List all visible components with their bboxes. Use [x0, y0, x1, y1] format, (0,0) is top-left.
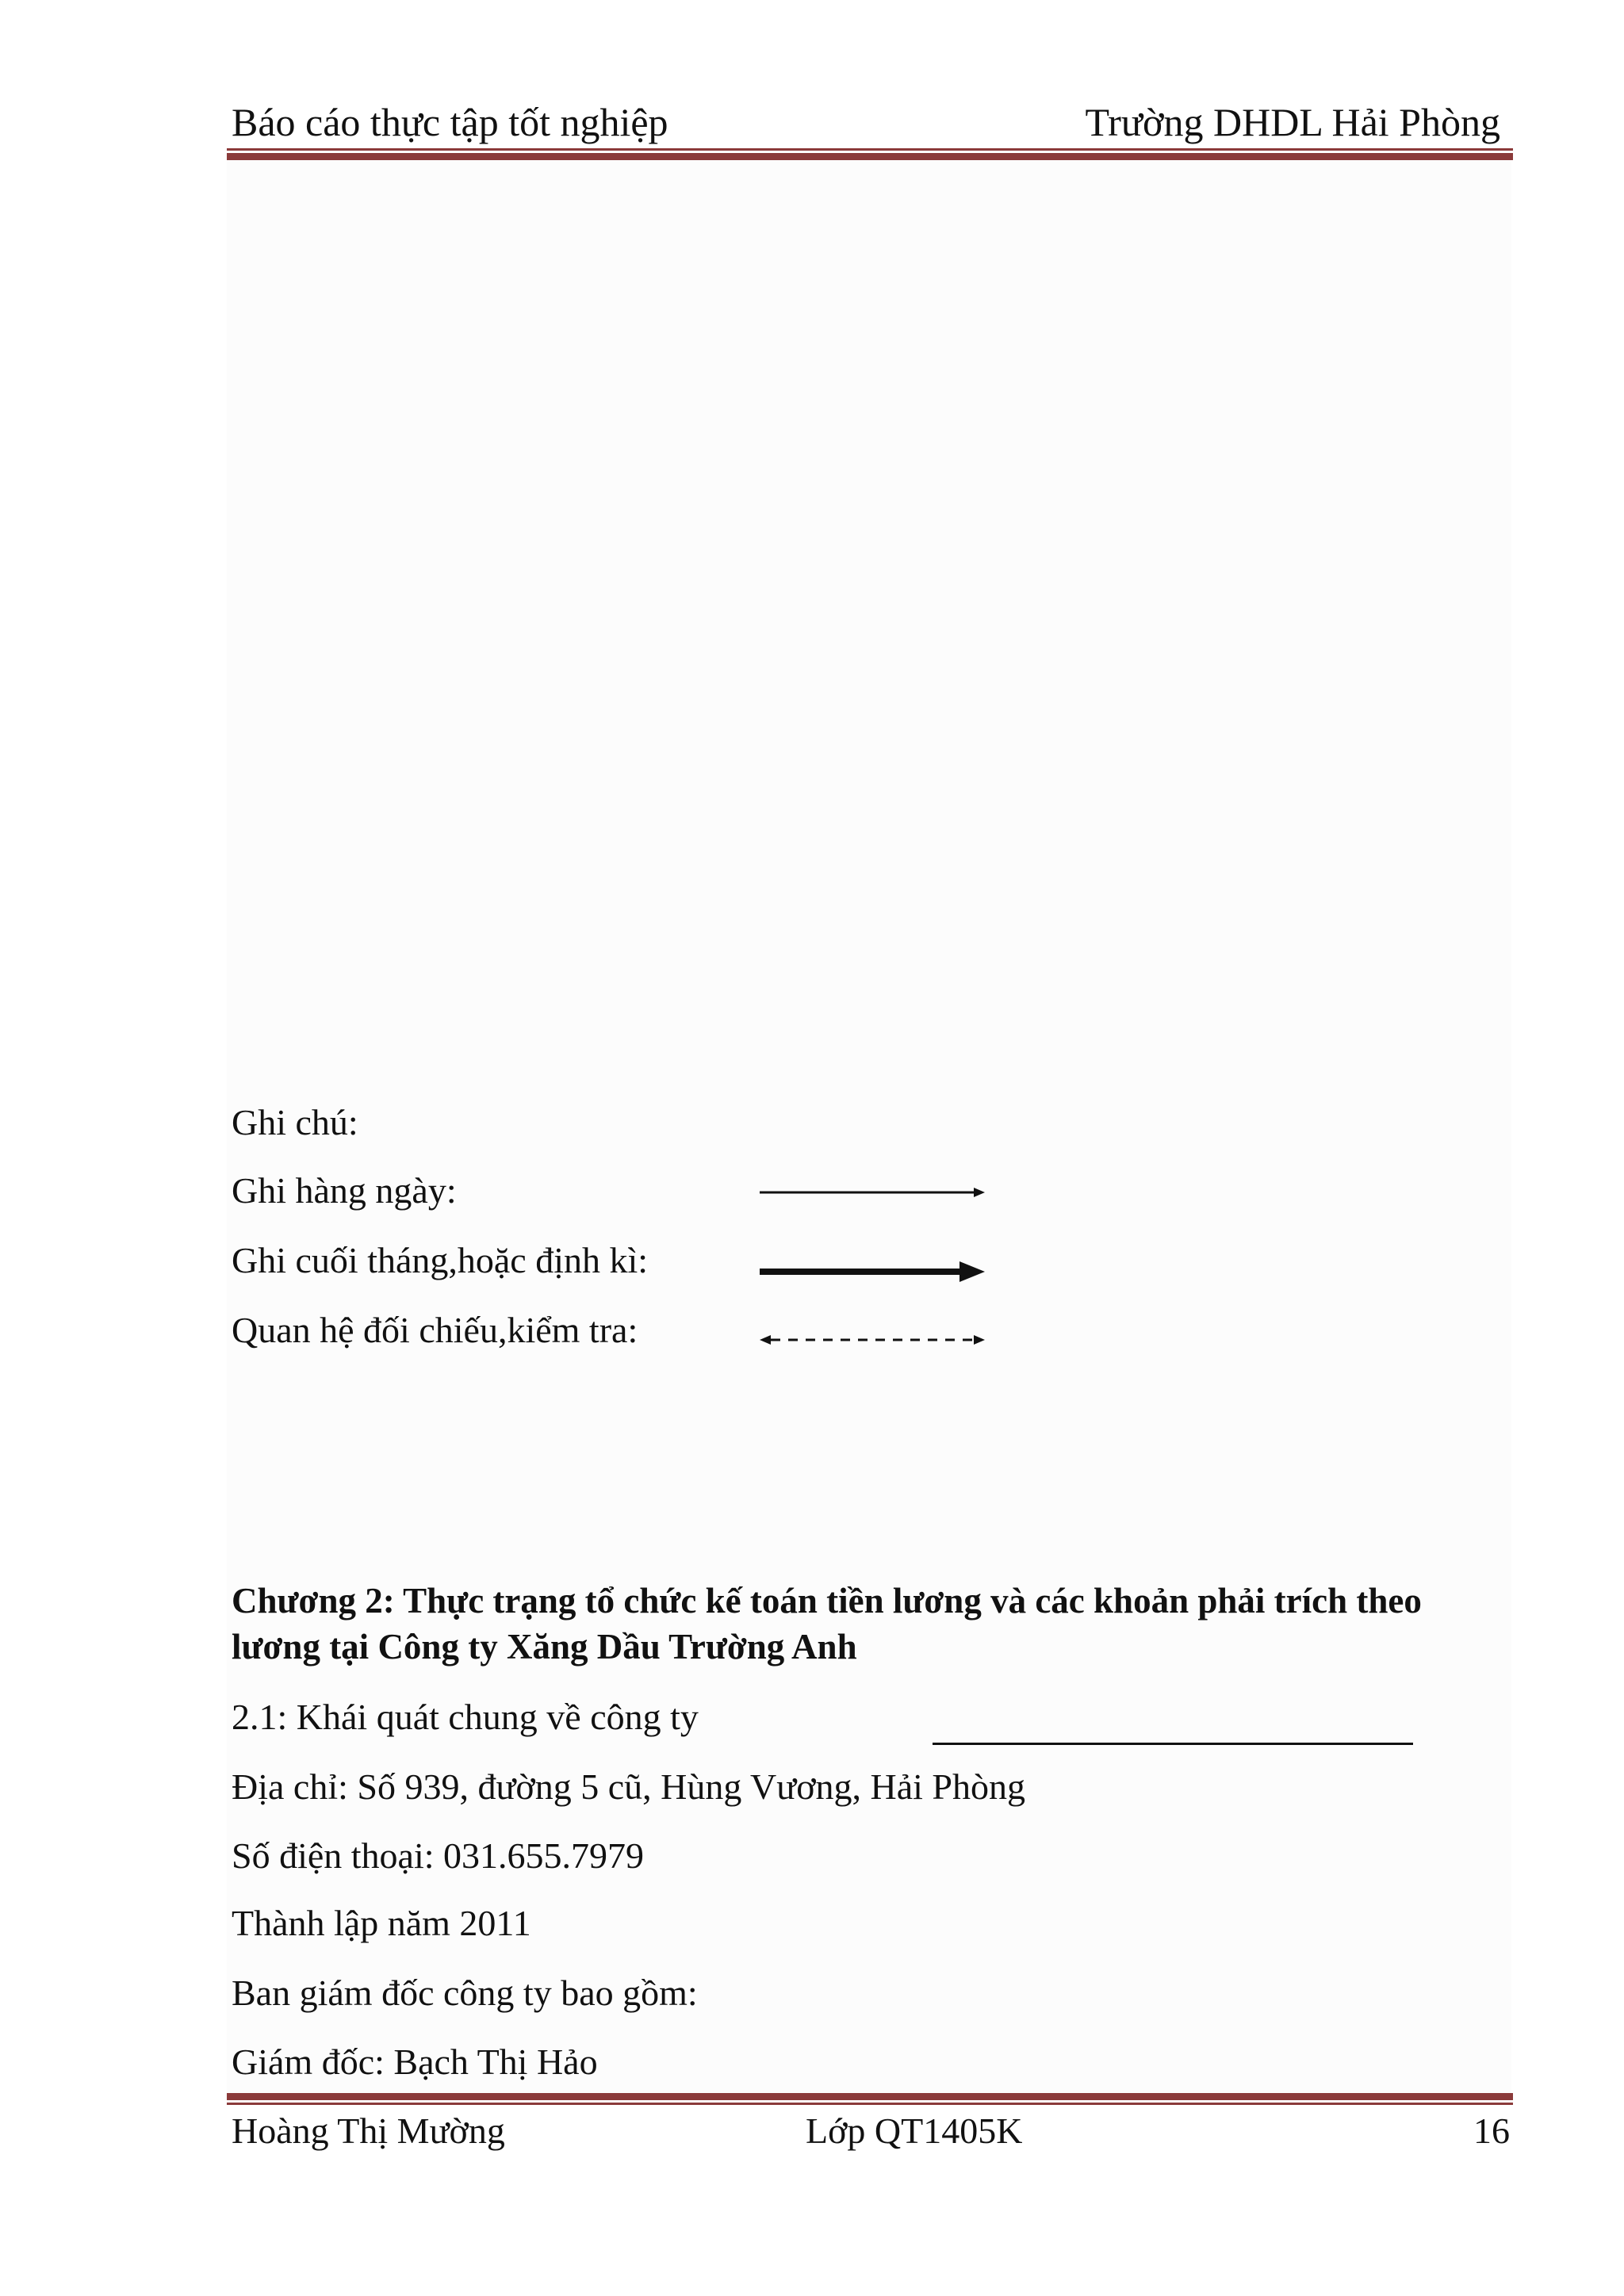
director-line: Giám đốc: Bạch Thị Hảo — [232, 2042, 598, 2082]
thick-arrow-icon — [760, 1260, 985, 1284]
board-intro: Ban giám đốc công ty bao gồm: — [232, 1973, 698, 2013]
legend-label-reconcile: Quan hệ đối chiếu,kiểm tra: — [232, 1310, 638, 1350]
dashed-double-arrow-icon — [760, 1328, 985, 1352]
section-title: 2.1: Khái quát chung về công ty — [232, 1697, 699, 1737]
header-rule-thick — [227, 153, 1513, 160]
header-rule-thin — [227, 148, 1513, 151]
footer-rule-thin — [227, 2103, 1513, 2105]
footer-author: Hoàng Thị Mường — [232, 2110, 505, 2151]
legend-label-periodic: Ghi cuối tháng,hoặc định kì: — [232, 1240, 649, 1280]
header-school-name: Trường DHDL Hải Phòng — [1085, 100, 1500, 144]
header-report-title: Báo cáo thực tập tốt nghiệp — [232, 100, 668, 144]
company-address: Địa chỉ: Số 939, đường 5 cũ, Hùng Vương, Hải Phòng — [232, 1766, 1026, 1807]
legend-label-daily: Ghi hàng ngày: — [232, 1170, 457, 1211]
company-founded: Thành lập năm 2011 — [232, 1903, 531, 1943]
footer-rule-thick — [227, 2093, 1513, 2100]
company-phone: Số điện thoại: 031.655.7979 — [232, 1835, 645, 1876]
legend-title: Ghi chú: — [232, 1102, 358, 1142]
page-number: 16 — [1473, 2110, 1510, 2151]
section-underline — [933, 1743, 1413, 1745]
chapter-heading: Chương 2: Thực trạng tổ chức kế toán tiền lương và các khoản phải trích theo lương tại Công ty Xăng Dầu Trường Anh — [232, 1581, 1422, 1667]
thin-arrow-icon — [760, 1181, 985, 1204]
footer-class: Lớp QT1405K — [806, 2110, 1023, 2151]
